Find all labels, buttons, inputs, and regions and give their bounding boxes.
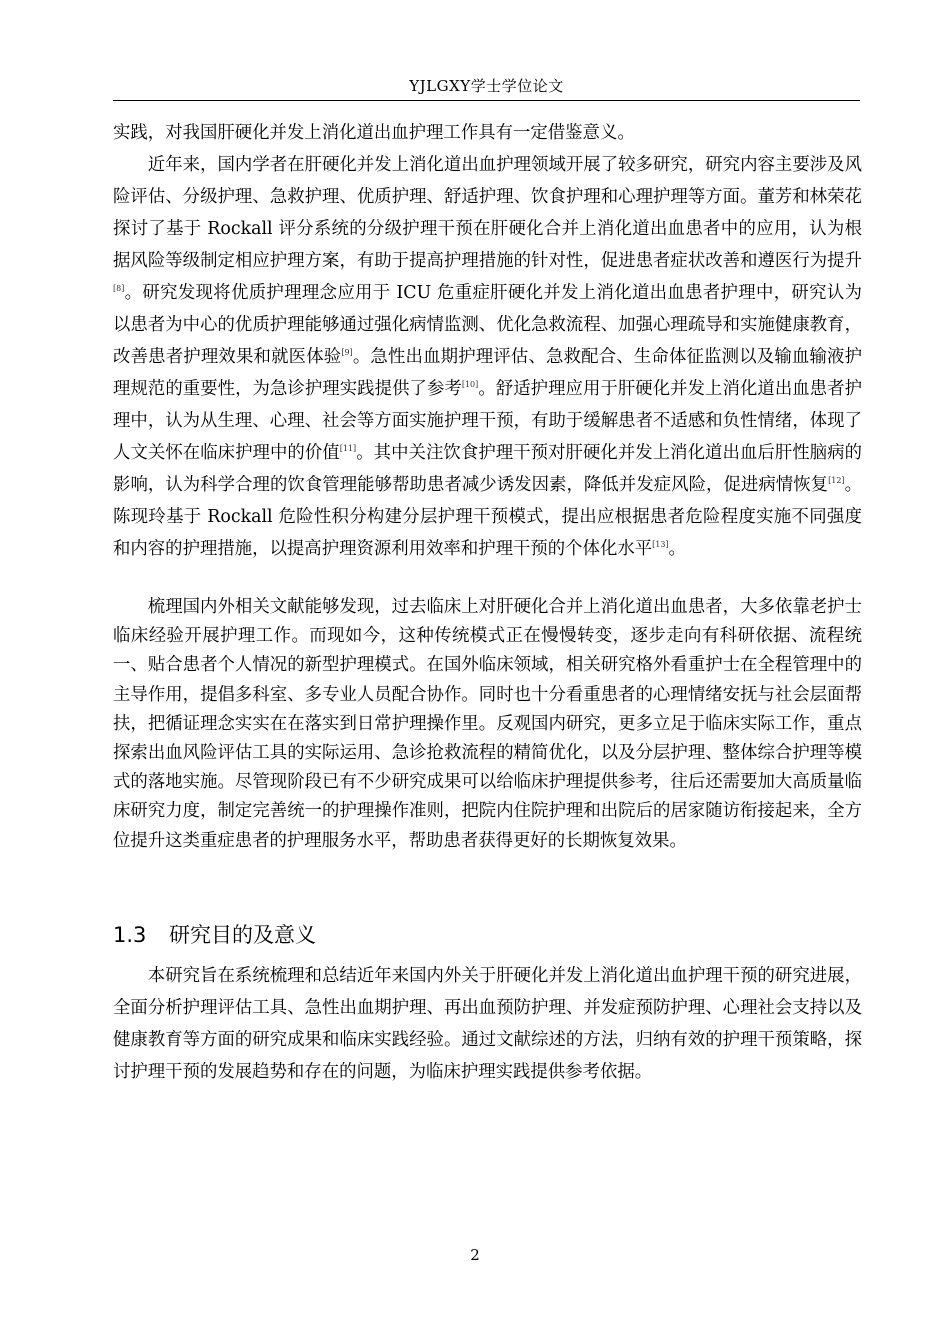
paragraph-text: 。急性出血期护理评估、急救配合、生命体征监测以及输血输液护理规范的重要性，为急诊护理实践提供了参考 [113,347,862,399]
section-heading [113,919,316,949]
paragraph-text: 。研究发现将优质护理理念应用于 ICU 危重症肝硬化并发上消化道出血患者护理中，研究认为以患者为中心的优质护理能够通过强化病情监测、优化急救流程、加强心理疏导和实施健康教育，改善患者护理效果和就医体验 [113,283,862,367]
page-number: 2 [470,1246,480,1264]
paragraph-text: 。陈现玲基于 Rockall 危险性积分构建分层护理干预模式，提出应根据患者危险程度实施不同强度和内容的护理措施，以提高护理资源利用效率和护理干预的个体化水平 [113,475,862,559]
paragraph-text: 。 [668,539,686,559]
paragraph-domestic-research [113,149,862,565]
section-title: 研究目的及意义 [169,923,316,947]
running-header: YJLGXY学士学位论文 [409,77,564,95]
citation: [8] [113,283,125,293]
paragraph-text: 。舒适护理应用于肝硬化并发上消化道出血患者护理中，认为从生理、心理、社会等方面实施护理干预，有助于缓解患者不适感和负性情绪，体现了人文关怀在临床护理中的价值 [113,379,862,463]
citation: [12] [828,475,845,485]
citation: [11] [339,443,357,453]
citation: [13] [652,539,669,549]
paragraph-research-purpose: 本研究旨在系统梳理和总结近年来国内外关于肝硬化并发上消化道出血护理干预的研究进展，全面分析护理评估工具、急性出血期护理、再出血预防护理、并发症预防护理、心理社会支持以及健康教育等方面的研究成果和临床实践经验。通过文献综述的方法，归纳有效的护理干预策略，探讨护理干预的发展趋势和存在的问题，为临床护理实践提供参考依据。 [113,966,862,1082]
paragraph-text: 。其中关注饮食护理干预对肝硬化并发上消化道出血后肝性脑病的影响，认为科学合理的饮食管理能够帮助患者减少诱发因素，降低并发症风险，促进病情恢复 [113,443,862,495]
citation: [10] [461,379,479,389]
citation: [9] [341,347,353,357]
paragraph-continued: 实践，对我国肝硬化并发上消化道出血护理工作具有一定借鉴意义。 [113,123,635,143]
section-number: 1.3 [113,923,147,947]
paragraph-text: 近年来，国内学者在肝硬化并发上消化道出血护理领域开展了较多研究，研究内容主要涉及风险评估、分级护理、急救护理、优质护理、舒适护理、饮食护理和心理护理等方面。董芳和林荣花探讨了基于 Rockall 评分系统的分级护理干预在肝硬化合并上消化道出血患者中的应用，认为根据风险等级制定相应护理方案，有助于提高护理措施的针对性，促进患者症状改善和遵医行为提升 [113,155,862,271]
paragraph-literature-summary: 梳理国内外相关文献能够发现，过去临床上对肝硬化合并上消化道出血患者，大多依靠老护士临床经验开展护理工作。而现如今，这种传统模式正在慢慢转变，逐步走向有科研依据、流程统一、贴合患者个人情况的新型护理模式。在国外临床领域，相关研究格外看重护士在全程管理中的主导作用，提倡多科室、多专业人员配合协作。同时也十分看重患者的心理情绪安抚与社会层面帮扶，把循证理念实实在在落实到日常护理操作里。反观国内研究，更多立足于临床实际工作，重点探索出血风险评估工具的实际运用、急诊抢救流程的精简优化，以及分层护理、整体综合护理等模式的落地实施。尽管现阶段已有不少研究成果可以给临床护理提供参考，往后还需要加大高质量临床研究力度，制定完善统一的护理操作准则，把院内住院护理和出院后的居家随访衔接起来，全方位提升这类重症患者的护理服务水平，帮助患者获得更好的长期恢复效果。 [113,597,862,851]
header-rule [113,100,860,101]
